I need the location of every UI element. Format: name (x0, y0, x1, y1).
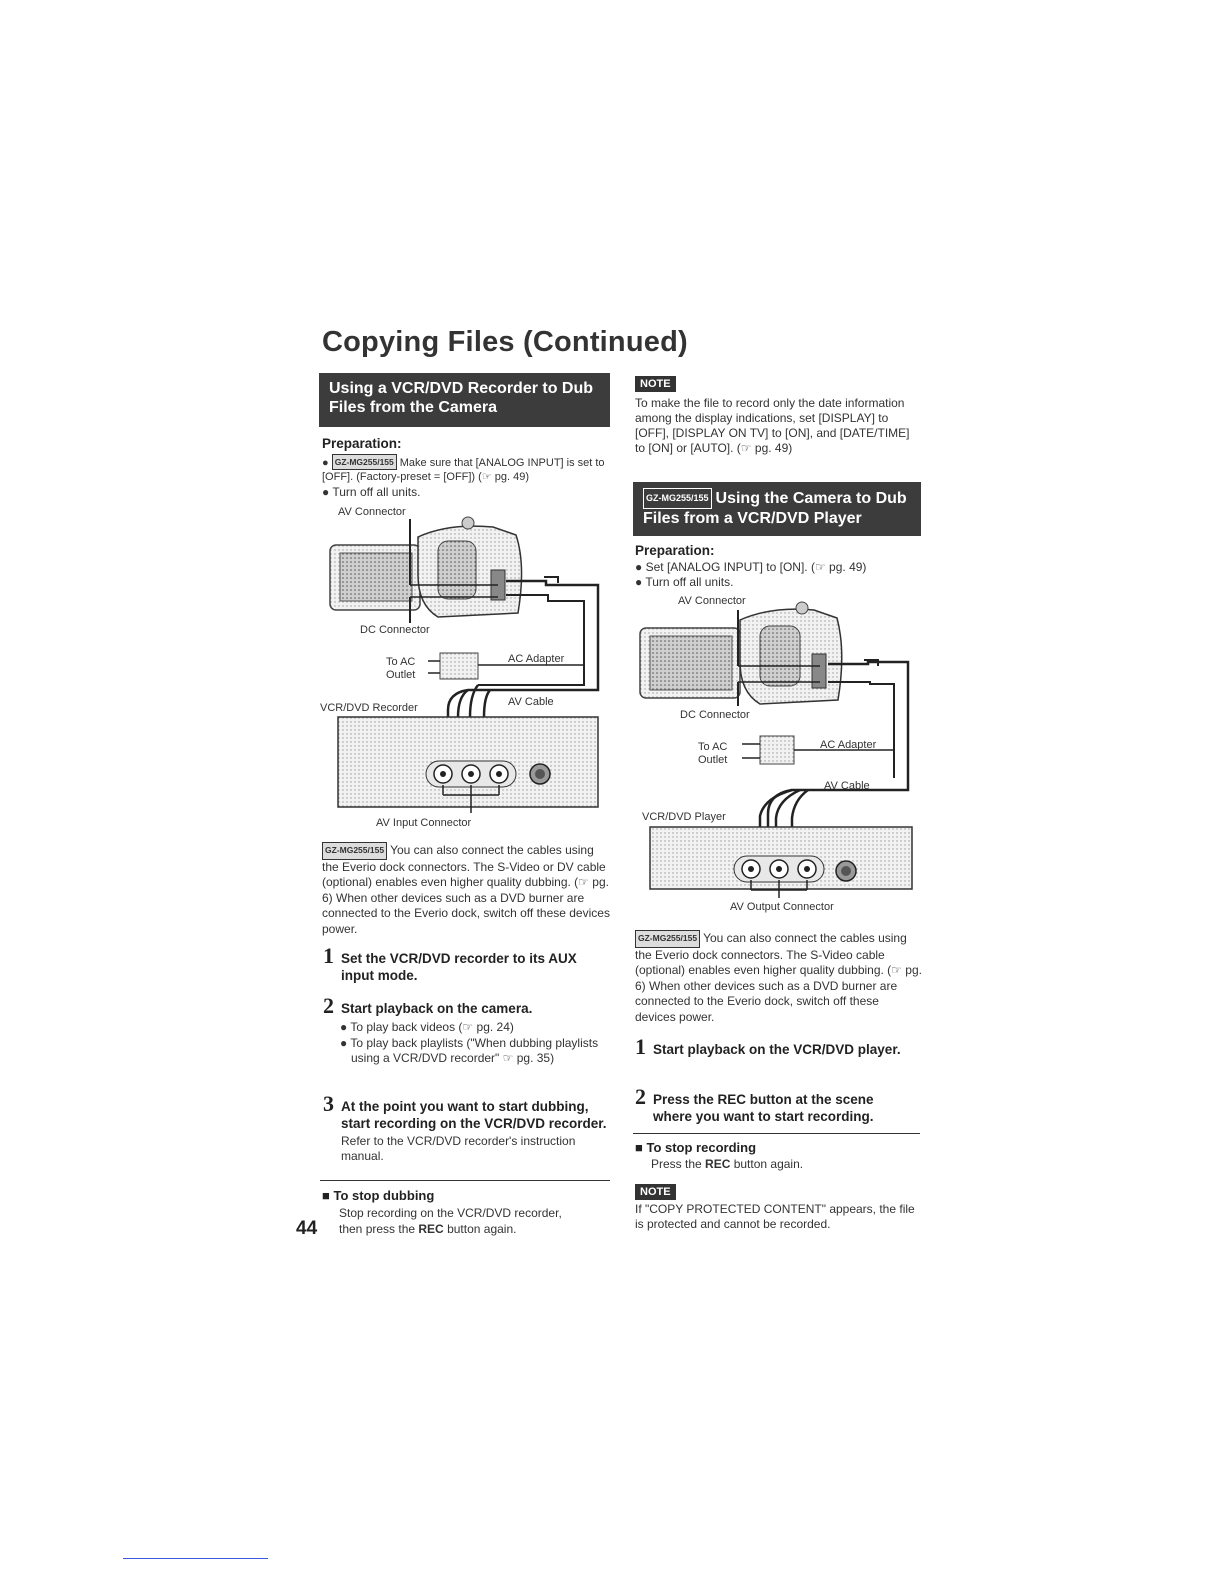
label-av-cable: AV Cable (508, 696, 554, 708)
step-text: Press the REC button at the scene where you want to start recording. (653, 1092, 874, 1124)
label-to-ac: To AC (698, 741, 728, 753)
model-tag: GZ-MG255/155 (635, 930, 700, 948)
stop-text: button again. (730, 1157, 804, 1171)
model-tag: GZ-MG255/155 (643, 488, 712, 509)
note-text-1: To make the file to record only the date information among the display indications, set [DISPLAY] to [OFF], [DISPLAY ON TV] to [ON], and [DATE/TIME] to [ON] or [AUTO]. (☞ pg. 49) (635, 396, 910, 455)
connection-diagram-right (632, 592, 924, 917)
label-ac-adapter: AC Adapter (820, 739, 877, 751)
step-text: At the point you want to start dubbing, start recording on the VCR/DVD recorder. (341, 1099, 607, 1131)
step-text: Start playback on the VCR/DVD player. (653, 1042, 901, 1057)
label-ac-adapter: AC Adapter (508, 653, 565, 665)
step-number: 1 (323, 943, 334, 968)
banner-text: Using the Camera to Dub Files from a VCR/DVD Player (643, 490, 907, 527)
dock-note-text: You can also connect the cables using the Everio dock connectors. The S-Video or DV cable (optional) enables even higher quality dubbing. (☞ pg. 6) When other devices such as a DVD burner are connected to the Everio dock, switch off these devices power. (322, 843, 610, 936)
footer-rule (123, 1558, 268, 1559)
label-av-output-connector: AV Output Connector (730, 901, 834, 913)
label-av-connector: AV Connector (678, 595, 746, 607)
step-number: 3 (323, 1091, 334, 1116)
stop-text: then press the (339, 1222, 419, 1236)
ac-adapter (440, 653, 478, 679)
label-to-ac: To AC (386, 656, 416, 668)
note-badge-2 (635, 1182, 676, 1200)
page-title: Copying Files (Continued) (322, 326, 688, 358)
label-dc-connector: DC Connector (680, 709, 750, 721)
step-2-right (635, 1084, 913, 1125)
prep-item-left-2: ● Turn off all units. (322, 485, 421, 499)
label-dc-connector: DC Connector (360, 624, 430, 636)
prep-item-right-1: ● Set [ANALOG INPUT] to [ON]. (☞ pg. 49) (635, 560, 867, 574)
stop-recording-text (651, 1157, 803, 1172)
preparation-heading-left: Preparation: (322, 436, 402, 451)
step-number: 2 (635, 1084, 646, 1109)
page-number: 44 (296, 1218, 318, 1239)
model-tag: GZ-MG255/155 (332, 454, 397, 470)
step-number: 2 (323, 993, 334, 1018)
label-device-player: VCR/DVD Player (642, 811, 726, 823)
prep-item-left-1: ● GZ-MG255/155 Make sure that [ANALOG INPUT] is set to [OFF]. (Factory-preset = [OFF]) (☞ pg. 49) (322, 454, 612, 484)
stop-dubbing-text-2 (339, 1222, 516, 1237)
prep-item-text: Turn off all units. (645, 575, 734, 589)
step-2-sub-1: ● To play back videos (☞ pg. 24) (340, 1020, 514, 1034)
stop-recording-heading: ■ To stop recording (635, 1140, 757, 1155)
sub-text: To play back playlists ("When dubbing playlists using a VCR/DVD recorder" ☞ pg. 35) (350, 1036, 599, 1065)
step-1-right (635, 1034, 903, 1059)
step-2-sub-2: ● To play back playlists ("When dubbing playlists using a VCR/DVD recorder" ☞ pg. 35) (340, 1036, 599, 1065)
section-banner-right (633, 482, 921, 536)
stop-text: button again. (443, 1222, 517, 1236)
label-av-connector: AV Connector (338, 506, 406, 518)
rec-label: REC (705, 1157, 731, 1171)
note-text-2: If "COPY PROTECTED CONTENT" appears, the file is protected and cannot be recorded. (635, 1202, 915, 1231)
rec-label: REC (418, 1222, 444, 1236)
label-outlet: Outlet (386, 669, 416, 681)
step-2-left (323, 993, 603, 1018)
note-label: NOTE (635, 1184, 676, 1200)
step-number: 1 (635, 1034, 646, 1059)
step-text: Set the VCR/DVD recorder to its AUX input mode. (341, 951, 577, 983)
divider (633, 1133, 920, 1134)
note-label: NOTE (635, 376, 676, 392)
divider (320, 1180, 610, 1181)
dock-note-right (635, 930, 922, 1025)
prep-item-right-2: ● Turn off all units. (635, 575, 734, 589)
label-av-cable: AV Cable (824, 780, 870, 792)
stop-heading-text: To stop recording (646, 1140, 757, 1155)
section-banner-left: Using a VCR/DVD Recorder to Dub Files from the Camera (319, 373, 610, 427)
step-3-sub: Refer to the VCR/DVD recorder's instruction manual. (341, 1134, 576, 1163)
step-text: Start playback on the camera. (341, 1001, 533, 1016)
label-outlet: Outlet (698, 754, 728, 766)
dock-note-left (322, 842, 612, 937)
step-1-left (323, 943, 603, 984)
preparation-heading-right: Preparation: (635, 543, 715, 558)
stop-dubbing-text-1: Stop recording on the VCR/DVD recorder, (339, 1206, 562, 1220)
sub-text: To play back videos (☞ pg. 24) (350, 1020, 514, 1034)
note-badge-1 (635, 374, 676, 392)
model-tag: GZ-MG255/155 (322, 842, 387, 860)
label-device-recorder: VCR/DVD Recorder (320, 702, 418, 714)
ac-adapter (760, 736, 794, 764)
step-3-left (323, 1091, 611, 1132)
prep-item-text: Make sure that [ANALOG INPUT] is set to [OFF]. (Factory-preset = [OFF]) (☞ pg. 49) (322, 457, 605, 483)
dock-note-text: You can also connect the cables using the Everio dock connectors. The S-Video cable (optional) enables even higher quality dubbing. (☞ pg. 6) When other devices such as a DVD burner are connected to the Everio dock, switch off these devices power. (635, 931, 922, 1024)
stop-dubbing-heading: ■ To stop dubbing (322, 1188, 435, 1203)
stop-text: Press the (651, 1157, 706, 1171)
prep-item-text: Set [ANALOG INPUT] to [ON]. (☞ pg. 49) (645, 560, 867, 574)
prep-item-text: Turn off all units. (332, 485, 421, 499)
connection-diagram-left (318, 505, 610, 830)
stop-heading-text: To stop dubbing (333, 1188, 435, 1203)
label-av-input-connector: AV Input Connector (376, 817, 472, 829)
